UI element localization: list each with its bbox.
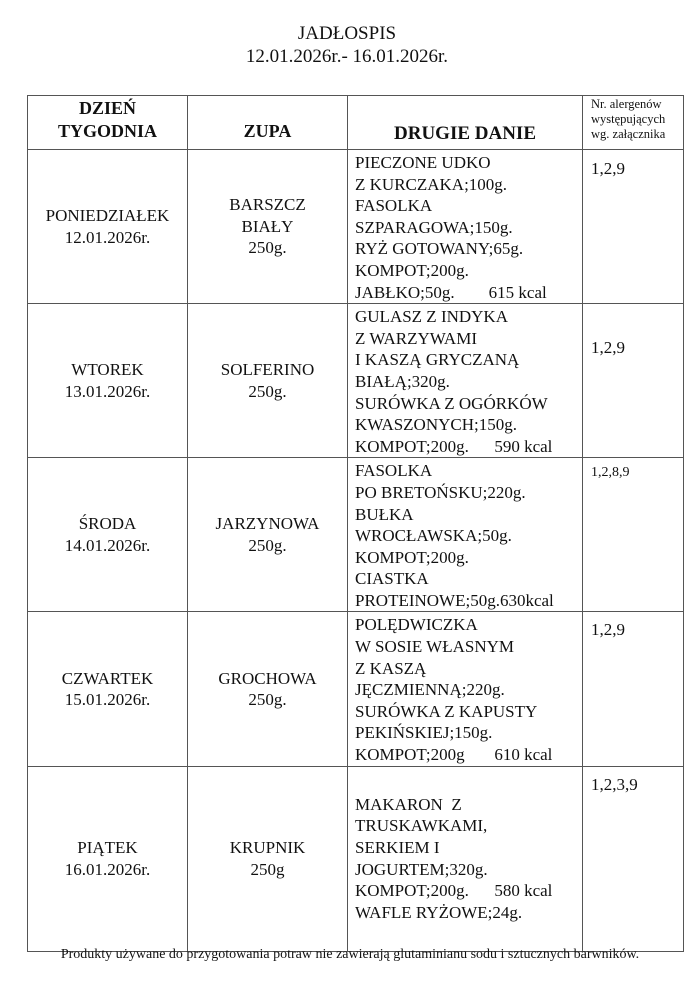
column-header-soup <box>188 96 348 150</box>
menu-table <box>27 95 684 952</box>
header-row <box>28 96 684 150</box>
soup-portion: 250g. <box>248 535 287 555</box>
allergens-cell: 1,2,9 <box>583 304 684 458</box>
column-header-main <box>348 96 583 150</box>
main-dish-cell <box>348 150 583 304</box>
main-dish-line: BIAŁĄ;320g. <box>355 371 450 391</box>
main-dish-line: KOMPOT;200g 610 kcal <box>355 745 553 765</box>
day-cell <box>28 150 188 304</box>
column-header-day <box>28 96 188 150</box>
main-dish-cell <box>348 612 583 766</box>
table-row <box>28 458 684 612</box>
menu-date-range: 12.01.2026r.- 16.01.2026r. <box>245 46 449 67</box>
main-dish-cell <box>348 304 583 458</box>
footer-note: Produkty używane do przygotowania potraw nie zawierają glutaminianu sodu i sztucznych barwników. <box>60 947 640 962</box>
soup-name: BARSZCZ <box>229 195 306 215</box>
main-dish-line: I KASZĄ GRYCZANĄ <box>355 350 520 370</box>
soup-cell <box>188 304 348 458</box>
main-dish-line: KOMPOT;200g. <box>355 547 469 567</box>
soup-cell <box>188 612 348 766</box>
menu-title-block <box>0 22 694 68</box>
main-dish-line: KOMPOT;200g. <box>355 260 469 280</box>
column-header-day-line1: DZIEŃ <box>78 98 136 118</box>
day-date: 14.01.2026r. <box>64 535 151 555</box>
main-dish-line: Z WARZYWAMI <box>355 328 477 348</box>
soup-portion: 250g <box>250 859 285 879</box>
table-row <box>28 766 684 951</box>
day-cell <box>28 304 188 458</box>
main-dish-line: FASOLKA <box>355 196 433 216</box>
day-name: CZWARTEK <box>61 668 154 688</box>
main-dish-line: KWASZONYCH;150g. <box>355 415 517 435</box>
day-name: PIĄTEK <box>77 838 138 858</box>
main-dish-line: RYŻ GOTOWANY;65g. <box>355 239 524 259</box>
main-dish-line: TRUSKAWKAMI, <box>355 816 488 836</box>
main-dish-line: Z KURCZAKA;100g. <box>355 174 508 194</box>
soup-portion: 250g. <box>248 690 287 710</box>
table-row <box>28 612 684 766</box>
day-cell <box>28 766 188 951</box>
column-header-allergens <box>583 96 684 150</box>
main-dish-cell <box>348 458 583 612</box>
soup-cell <box>188 458 348 612</box>
main-dish-line: PROTEINOWE;50g.630kcal <box>355 590 554 610</box>
column-header-allergens-line1: Nr. alergenów <box>591 97 662 111</box>
soup-cell <box>188 150 348 304</box>
day-name: WTOREK <box>71 360 144 380</box>
day-date: 16.01.2026r. <box>64 859 151 879</box>
main-dish-line: MAKARON Z <box>355 794 462 814</box>
main-dish-line: WAFLE RYŻOWE;24g. <box>355 902 523 922</box>
allergens-cell: 1,2,3,9 <box>583 766 684 951</box>
day-date: 12.01.2026r. <box>64 227 151 247</box>
soup-name: GROCHOWA <box>218 668 317 688</box>
menu-title: JADŁOSPIS <box>297 23 397 44</box>
main-dish-line: GULASZ Z INDYKA <box>355 307 508 327</box>
allergens-cell: 1,2,9 <box>583 150 684 304</box>
soup-portion: 250g. <box>248 381 287 401</box>
main-dish-line: PEKIŃSKIEJ;150g. <box>355 723 493 743</box>
table-row <box>28 304 684 458</box>
main-dish-line: W SOSIE WŁASNYM <box>355 637 514 657</box>
soup-name: SOLFERINO <box>220 360 315 380</box>
column-header-day-line2: TYGODNIA <box>57 121 157 141</box>
main-dish-line: PIECZONE UDKO <box>355 153 491 172</box>
day-cell <box>28 612 188 766</box>
day-cell <box>28 458 188 612</box>
main-dish-line: SURÓWKA Z KAPUSTY <box>355 701 538 721</box>
main-dish-cell <box>348 766 583 951</box>
day-date: 15.01.2026r. <box>64 690 151 710</box>
column-header-allergens-line2: występujących <box>591 112 666 126</box>
main-dish-line: JABŁKO;50g. 615 kcal <box>355 282 547 302</box>
main-dish-line: JĘCZMIENNĄ;220g. <box>355 680 505 700</box>
column-header-main-label: DRUGIE DANIE <box>394 123 536 144</box>
main-dish-line: SZPARAGOWA;150g. <box>355 217 513 237</box>
day-name: PONIEDZIAŁEK <box>45 206 170 226</box>
main-dish-line: SERKIEM I <box>355 838 440 858</box>
day-name: ŚRODA <box>78 514 137 534</box>
column-header-soup-label: ZUPA <box>243 121 292 141</box>
main-dish-line: WROCŁAWSKA;50g. <box>355 526 512 546</box>
main-dish-line: CIASTKA <box>355 569 429 589</box>
table-row <box>28 150 684 304</box>
soup-name: KRUPNIK <box>229 838 306 858</box>
main-dish-line: SURÓWKA Z OGÓRKÓW <box>355 393 548 413</box>
soup-cell <box>188 766 348 951</box>
day-date: 13.01.2026r. <box>64 381 151 401</box>
main-dish-line: KOMPOT;200g. 590 kcal <box>355 436 553 456</box>
main-dish-line: JOGURTEM;320g. <box>355 859 488 879</box>
column-header-allergens-line3: wg. załącznika <box>591 127 666 141</box>
main-dish-line: BUŁKA <box>355 504 414 524</box>
allergens-cell: 1,2,8,9 <box>583 458 684 612</box>
main-dish-line: POLĘDWICZKA <box>355 615 478 635</box>
main-dish-line: FASOLKA <box>355 461 433 481</box>
main-dish-line: PO BRETOŃSKU;220g. <box>355 482 526 502</box>
main-dish-line: KOMPOT;200g. 580 kcal <box>355 881 553 901</box>
soup-name: JARZYNOWA <box>215 514 320 534</box>
allergens-cell: 1,2,9 <box>583 612 684 766</box>
soup-name: BIAŁY <box>241 216 294 236</box>
soup-portion: 250g. <box>248 238 287 258</box>
main-dish-line: Z KASZĄ <box>355 658 427 678</box>
